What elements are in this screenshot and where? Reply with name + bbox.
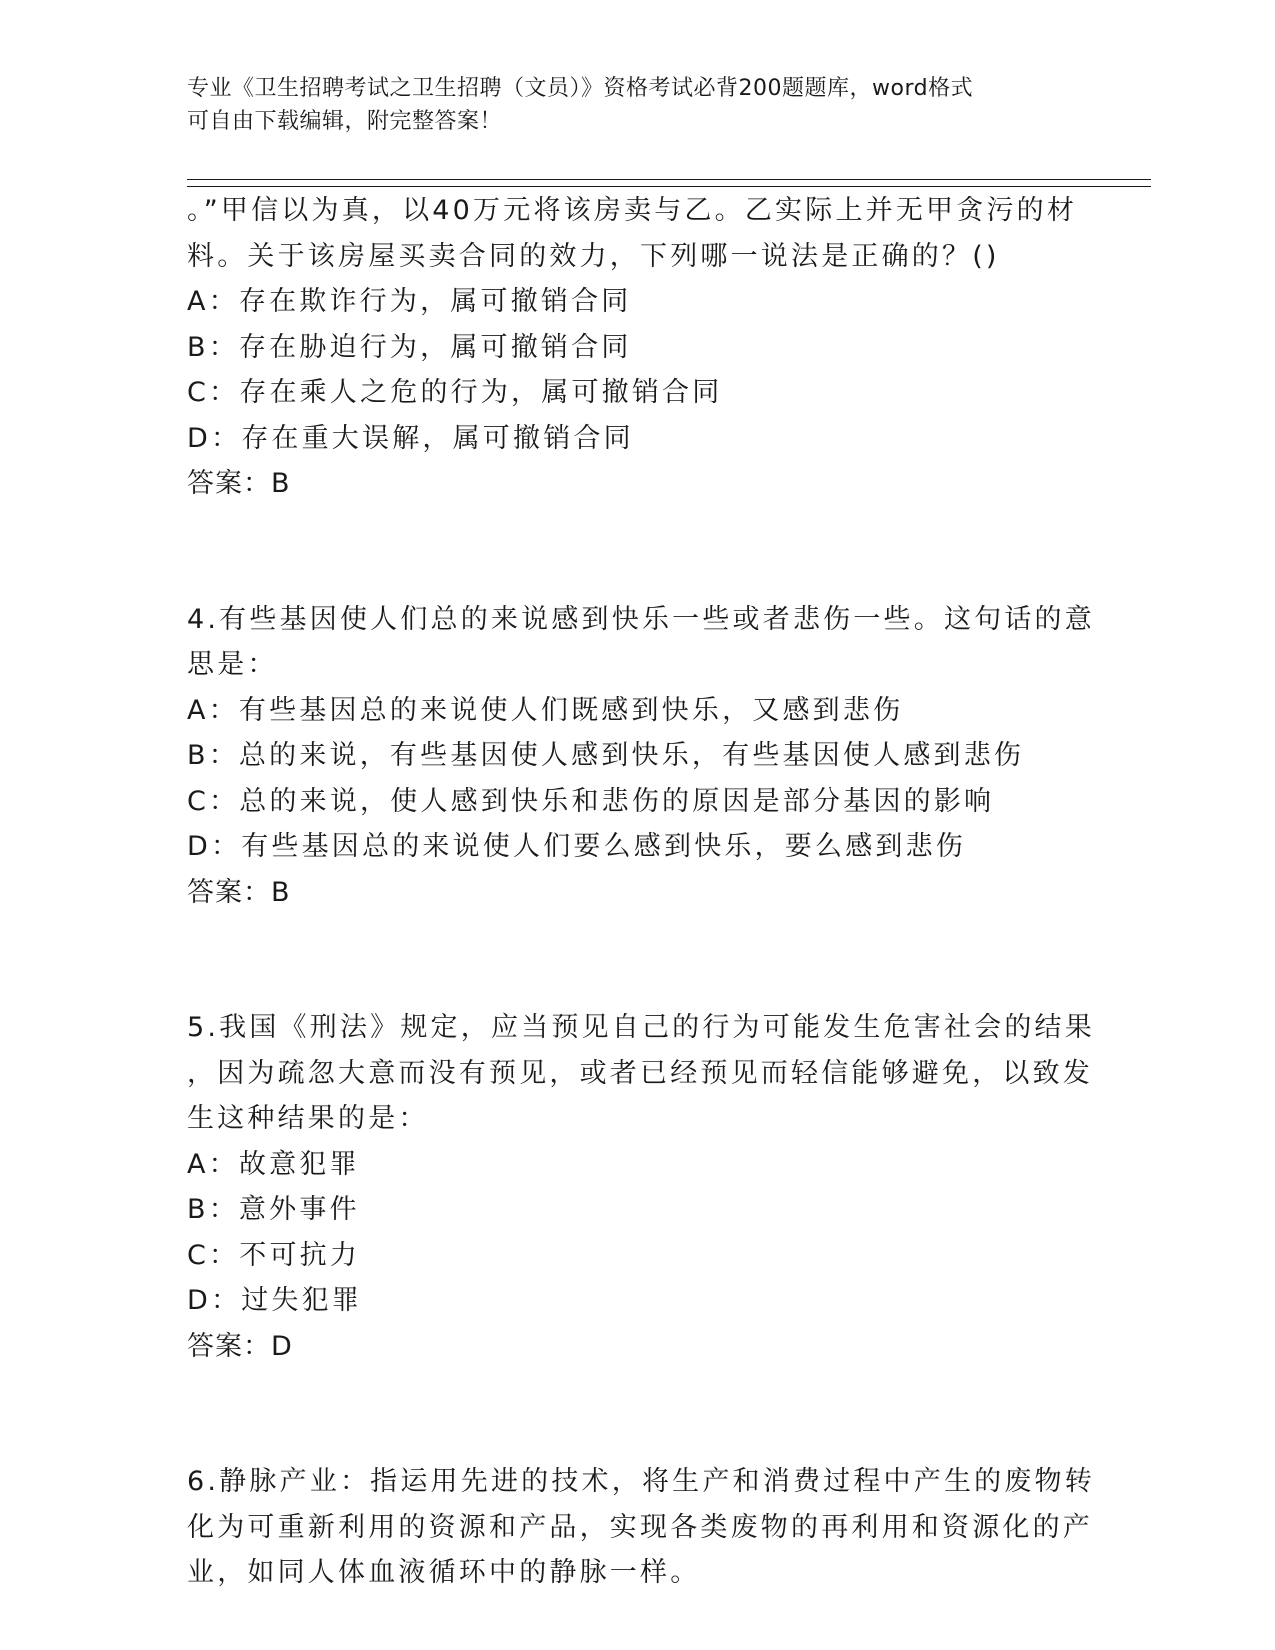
header-line-1: 专业《卫生招聘考试之卫生招聘（文员）》资格考试必背200题题库，word格式 bbox=[187, 76, 974, 101]
question-stem-line: 业，如同人体血液循环中的静脉一样。 bbox=[187, 1557, 701, 1588]
question-stem-line: 料。关于该房屋买卖合同的效力，下列哪一说法是正确的？() bbox=[187, 240, 1000, 272]
question-stem-line: 5.我国《刑法》规定，应当预见自己的行为可能发生危害社会的结果 bbox=[187, 1012, 1095, 1043]
question-6 bbox=[187, 1459, 1095, 1596]
question-stem-line: 6.静脉产业：指运用先进的技术，将生产和消费过程中产生的废物转 bbox=[187, 1466, 1095, 1497]
option-c: C：总的来说，使人感到快乐和悲伤的原因是部分基因的影响 bbox=[187, 785, 995, 817]
option-b: B：存在胁迫行为，属可撤销合同 bbox=[187, 331, 632, 363]
question-stem-line: 思是： bbox=[187, 649, 278, 680]
option-a: A：存在欺诈行为，属可撤销合同 bbox=[187, 286, 632, 317]
question-stem-line: 4.有些基因使人们总的来说感到快乐一些或者悲伤一些。这句话的意 bbox=[187, 603, 1095, 635]
option-c: C：不可抗力 bbox=[187, 1239, 361, 1271]
question-stem-line: ，因为疏忽大意而没有预见，或者已经预见而轻信能够避免，以致发 bbox=[187, 1057, 1093, 1089]
option-d: D：存在重大误解，属可撤销合同 bbox=[187, 422, 634, 454]
option-b: B：意外事件 bbox=[187, 1194, 360, 1225]
question-gap bbox=[187, 915, 1087, 1005]
question-gap bbox=[187, 1369, 1087, 1459]
question-stem-line: 化为可重新利用的资源和产品，实现各类废物的再利用和资源化的产 bbox=[187, 1511, 1093, 1543]
question-3 bbox=[187, 188, 1087, 507]
document-header bbox=[187, 72, 1087, 138]
question-stem-line: 。”甲信以为真，以40万元将该房卖与乙。乙实际上并无甲贪污的材 bbox=[187, 195, 1078, 226]
header-rule-top bbox=[187, 179, 1151, 180]
option-a: A：故意犯罪 bbox=[187, 1148, 360, 1180]
question-list bbox=[187, 188, 1095, 1596]
header-rule-bottom bbox=[187, 186, 1151, 187]
question-5 bbox=[187, 1005, 1095, 1369]
option-c: C：存在乘人之危的行为，属可撤销合同 bbox=[187, 377, 723, 408]
option-a: A：有些基因总的来说使人们既感到快乐，又感到悲伤 bbox=[187, 694, 904, 726]
option-d: D：过失犯罪 bbox=[187, 1285, 362, 1316]
option-b: B：总的来说，有些基因使人感到快乐，有些基因使人感到悲伤 bbox=[187, 740, 1025, 771]
answer-label: 答案：B bbox=[187, 876, 291, 908]
question-stem-line: 生这种结果的是： bbox=[187, 1103, 429, 1134]
option-d: D：有些基因总的来说使人们要么感到快乐，要么感到悲伤 bbox=[187, 831, 966, 862]
answer-label: 答案：D bbox=[187, 1330, 293, 1362]
answer-label: 答案：B bbox=[187, 468, 291, 499]
question-4 bbox=[187, 597, 1095, 916]
header-line-2: 可自由下载编辑，附完整答案！ bbox=[187, 109, 503, 134]
question-gap bbox=[187, 507, 1087, 597]
